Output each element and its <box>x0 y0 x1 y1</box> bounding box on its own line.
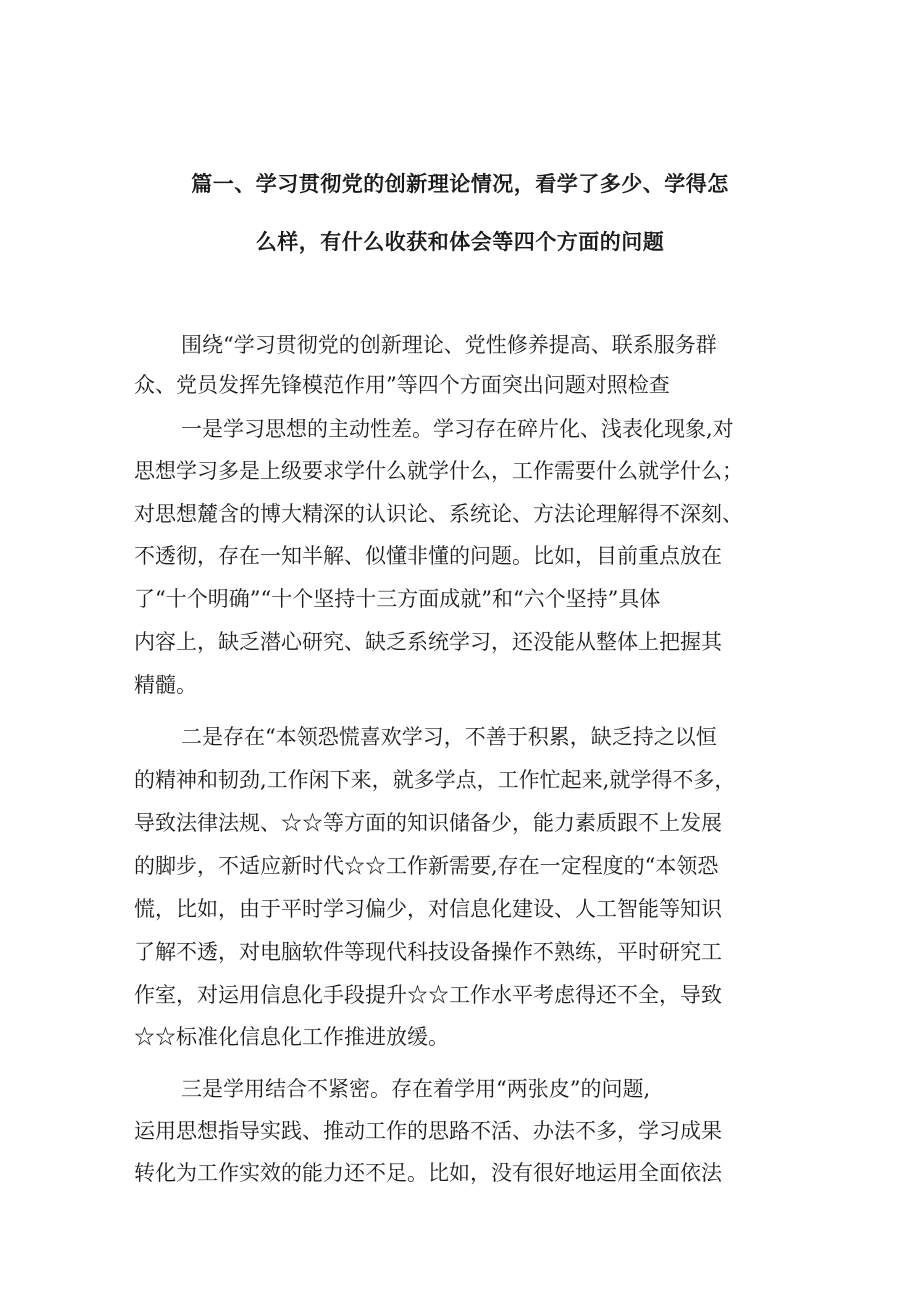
paragraph-3-line-1: 二是存在“本领恐慌喜欢学习，不善于积累，缺乏持之以恒 <box>181 725 717 749</box>
paragraph-3-line-6: 了解不透，对电脑软件等现代科技设备操作不熟练，平时研究工 <box>134 940 722 964</box>
paragraph-3-line-8: ☆☆标准化信息化工作推进放缓。 <box>134 1025 449 1049</box>
title-line-2: 么样，有什么收获和体会等四个方面的问题 <box>255 230 665 254</box>
paragraph-4-line-1: 三是学用结合不紧密。存在着学用“两张皮”的问题, <box>181 1077 651 1101</box>
paragraph-2-line-2: 思想学习多是上级要求学什么就学什么，工作需要什么就学什么； <box>134 459 743 483</box>
title-line-1: 篇一、学习贯彻党的创新理论情况，看学了多少、学得怎 <box>191 172 729 196</box>
paragraph-3-line-4: 的脚步，不适应新时代☆☆工作新需要,存在一定程度的“本领恐 <box>134 854 719 878</box>
paragraph-4-line-2: 运用思想指导实践、推动工作的思路不活、办法不多，学习成果 <box>134 1119 722 1143</box>
paragraph-2-line-7: 精髓。 <box>134 673 197 697</box>
paragraph-4-line-3: 转化为工作实效的能力还不足。比如，没有很好地运用全面依法 <box>134 1161 722 1185</box>
paragraph-2-line-1: 一是学习思想的主动性差。学习存在碎片化、浅表化现象,对 <box>181 417 734 441</box>
paragraph-3-line-2: 的精神和韧劲,工作闲下来，就多学点，工作忙起来,就学得不多， <box>134 768 736 792</box>
paragraph-1-line-1: 围绕“学习贯彻党的创新理论、党性修养提高、联系服务群 <box>181 333 717 357</box>
paragraph-3-line-5: 慌，比如，由于平时学习偏少，对信息化建设、人工智能等知识 <box>134 897 722 921</box>
paragraph-1-line-2: 众、党员发挥先锋模范作用”等四个方面突出问题对照检查 <box>134 373 670 397</box>
paragraph-3-line-7: 作室，对运用信息化手段提升☆☆工作水平考虑得还不全，导致 <box>134 983 722 1007</box>
paragraph-3-line-3: 导致法律法规、☆☆等方面的知识储备少，能力素质跟不上发展 <box>134 811 722 835</box>
paragraph-2-line-5: 了“十个明确”“十个坚持十三方面成就”和“六个坚持”具体 <box>134 587 661 611</box>
paragraph-2-line-4: 不透彻，存在一知半解、似懂非懂的问题。比如，目前重点放在 <box>134 544 722 568</box>
paragraph-2-line-6: 内容上，缺乏潜心研究、缺乏系统学习，还没能从整体上把握其 <box>134 630 722 654</box>
paragraph-2-line-3: 对思想麓含的博大精深的认识论、系统论、方法论理解得不深刻、 <box>134 502 743 526</box>
